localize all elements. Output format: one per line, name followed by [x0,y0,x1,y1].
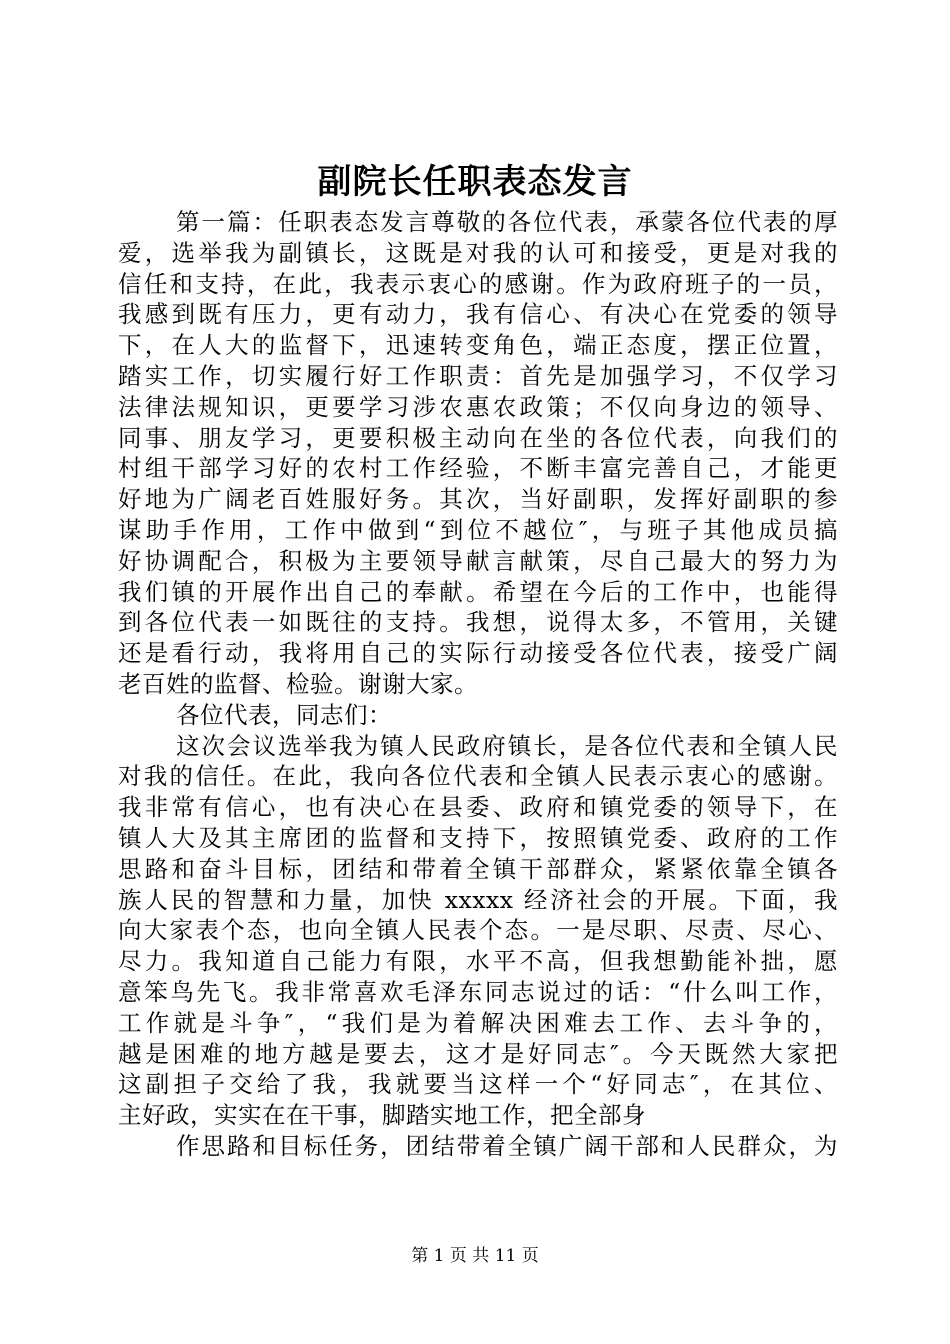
text-line: 到各位代表一如既往的支持。我想，说得太多，不管用，关键 [118,608,838,637]
text-line: 好协调配合，积极为主要领导献言献策，尽自己最大的努力为 [118,546,838,575]
text-line: 法律法规知识，更要学习涉农惠农政策；不仅向身边的领导、 [118,392,838,421]
text-line: 向大家表个态，也向全镇人民表个态。一是尽职、尽责、尽心、 [118,916,838,945]
text-line: 下，在人大的监督下，迅速转变角色，端正态度，摆正位置， [118,331,838,360]
text-line: 各位代表，同志们： [176,700,392,729]
text-line: 作思路和目标任务，团结带着全镇广阔干部和人民群众，为 [176,1131,838,1160]
text-line: 越是困难的地方越是要去，这才是好同志″。今天既然大家把 [118,1039,838,1068]
page-footer: 第 1 页 共 11 页 [411,1246,539,1266]
text-line: 工作就是斗争″，“我们是为着解决困难去工作、去斗争的， [118,1008,838,1037]
text-line: 镇人大及其主席团的监督和支持下，按照镇党委、政府的工作 [118,823,838,852]
text-line: 同事、朋友学习，更要积极主动向在坐的各位代表，向我们的 [118,423,838,452]
text-line: 我非常有信心，也有决心在县委、政府和镇党委的领导下，在 [118,793,838,822]
text-line: 踏实工作，切实履行好工作职责：首先是加强学习，不仅学习 [118,361,838,390]
text-line: 意笨鸟先飞。我非常喜欢毛泽东同志说过的话：“什么叫工作， [118,977,838,1006]
text-line: 第一篇：任职表态发言尊敬的各位代表，承蒙各位代表的厚 [176,208,838,236]
text-line: 还是看行动，我将用自己的实际行动接受各位代表，接受广阔 [118,639,838,668]
text-line: 对我的信任。在此，我向各位代表和全镇人民表示衷心的感谢。 [118,762,838,791]
page-title: 副院长任职表态发言 [317,162,633,202]
text-line: 这次会议选举我为镇人民政府镇长，是各位代表和全镇人民 [176,731,838,760]
text-line: 这副担子交给了我，我就要当这样一个“好同志″，在其位、 [118,1070,838,1099]
text-line: 爱，选举我为副镇长，这既是对我的认可和接受，更是对我的 [118,238,838,267]
text-line: 我感到既有压力，更有动力，我有信心、有决心在党委的领导 [118,300,838,329]
document-body [118,207,838,1162]
text-line: 尽力。我知道自己能力有限，水平不高，但我想勤能补拙，愿 [118,947,838,976]
text-line: 思路和奋斗目标，团结和带着全镇干部群众，紧紧依靠全镇各 [118,854,838,883]
text-line: 村组干部学习好的农村工作经验，不断丰富完善自己，才能更 [118,454,838,483]
text-line: 老百姓的监督、检验。谢谢大家。 [118,669,478,698]
text-line: 族人民的智慧和力量，加快 xxxxx 经济社会的开展。下面，我 [118,885,838,914]
text-line: 我们镇的开展作出自己的奉献。希望在今后的工作中，也能得 [118,577,838,606]
text-line: 好地为广阔老百姓服好务。其次，当好副职，发挥好副职的参 [118,485,838,514]
text-line: 谋助手作用，工作中做到“到位不越位″，与班子其他成员搞 [118,515,838,544]
text-line: 主好政，实实在在干事，脚踏实地工作，把全部身 [118,1101,646,1130]
text-line: 信任和支持，在此，我表示衷心的感谢。作为政府班子的一员， [118,269,838,298]
